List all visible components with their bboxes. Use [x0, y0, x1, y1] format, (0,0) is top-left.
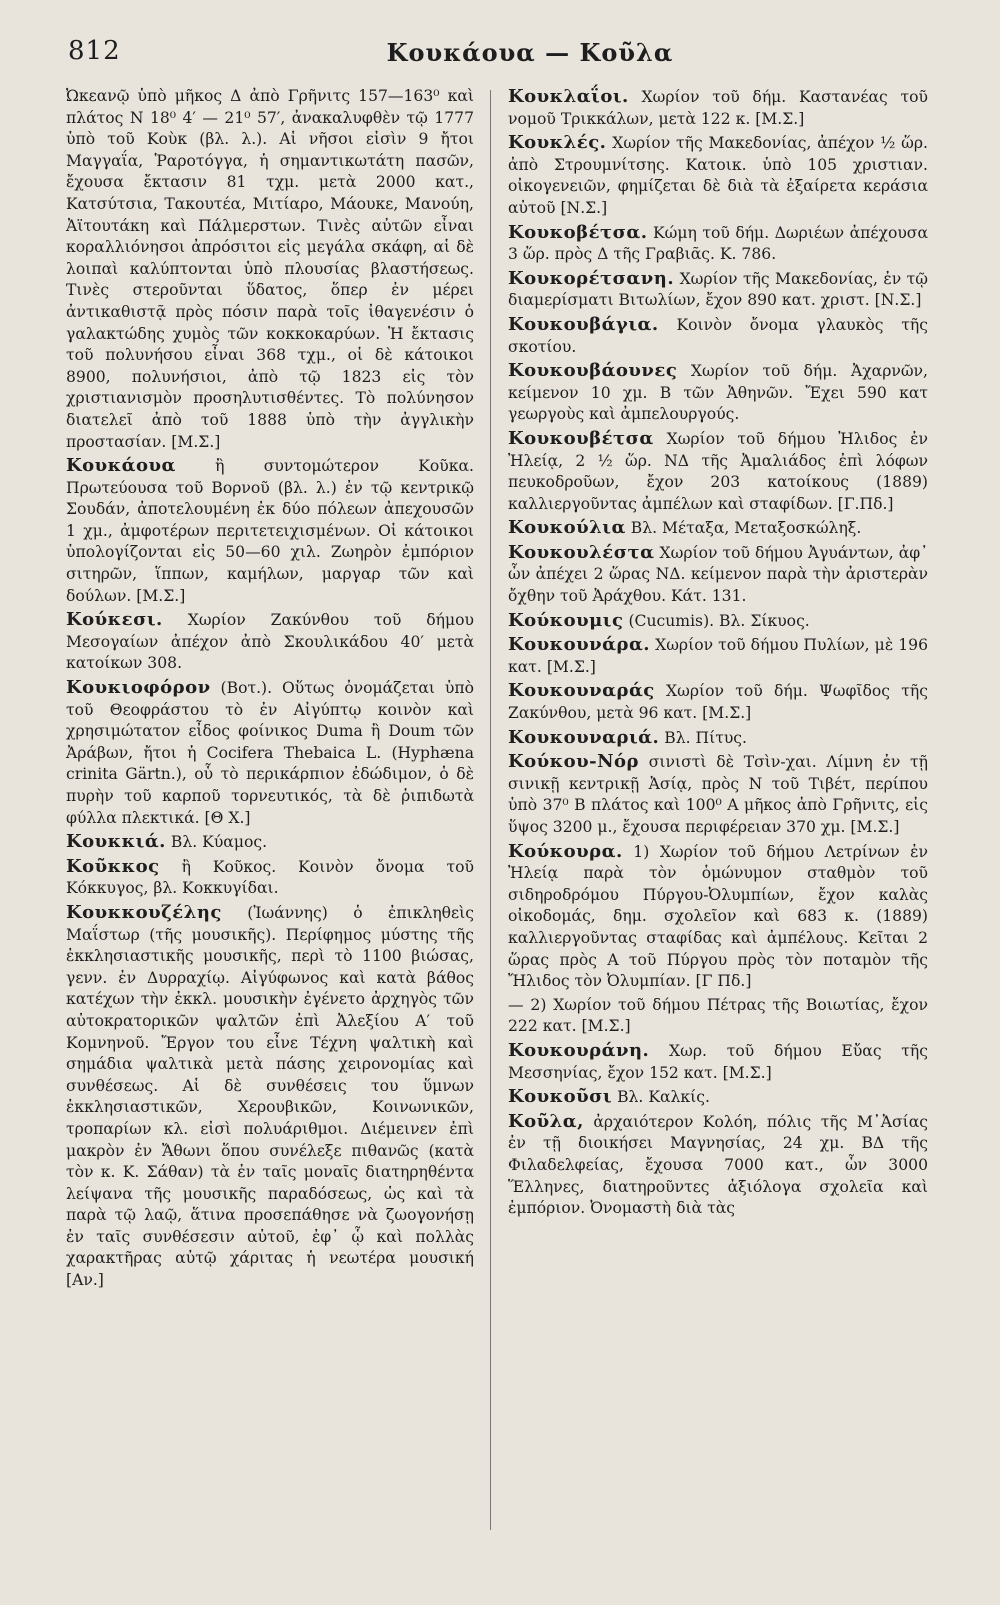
entry-text: Χωρίον τοῦ δήμ. Ψωφῖδος τῆς Ζακύνθου, μετὰ 96 κατ. [Μ.Σ.] — [508, 682, 928, 723]
entry-text: Χωρίον τοῦ δήμ. Ἀχαρνῶν, κείμενον 10 χμ. Β τῶν Ἀθηνῶν. Ἔχει 590 κατ γεωργοὺς καὶ ἀμπελουργούς. — [508, 362, 928, 424]
entry-text: Χωρίον τῆς Μακεδονίας, ἀπέχον ½ ὥρ. ἀπὸ Στρουμνίτσης. Κατοικ. ὑπὸ 105 χριστιαν. οἰκογενειῶν, φημίζεται δὲ διὰ τὰ ἐξαίρετα κεράσια αὐτοῦ [Ν.Σ.] — [508, 134, 928, 217]
entry-headword: Κουκορέτσανη. — [508, 267, 675, 289]
entry-text: — 2) Χωρίον τοῦ δήμου Πέτρας τῆς Βοιωτίας, ἔχον 222 κατ. [Μ.Σ.] — [508, 995, 928, 1036]
entry-headword: Κουκούλια — [508, 517, 626, 539]
right-column — [508, 86, 928, 1222]
entry-text: (Cucumis). Βλ. Σίκυος. — [628, 611, 810, 630]
page-header — [0, 28, 1000, 88]
entry-headword: Κούκου-Νόρ — [508, 751, 640, 773]
dictionary-entry — [508, 360, 928, 426]
entry-text: Χωρίον τῆς Μακεδονίας, ἐν τῷ διαμερίσματι Βιτωλίων, ἔχον 890 κατ. χριστ. [Ν.Σ.] — [508, 269, 928, 310]
left-column — [66, 86, 474, 1294]
page-number: 812 — [68, 36, 121, 66]
dictionary-entry — [66, 609, 474, 675]
entry-headword: Κουκουνάρα. — [508, 634, 651, 656]
entry-text: σινιστὶ δὲ Τσὶν-χαι. Λίμνη ἐν τῇ σινικῇ κεντρικῇ Ἀσίᾳ, πρὸς Ν τοῦ Τιβέτ, περίπου ὑπὸ 37⁰ Β πλάτος καὶ 100⁰ Α μῆκος ἀπὸ Γρῆνιτς, εἰς ὕψος 3200 μ., ἔχουσα περιφέρειαν 370 χμ. [Μ.Σ.] — [508, 753, 928, 836]
dictionary-entry — [508, 132, 928, 219]
entry-headword: Κουκουράνη. — [508, 1039, 650, 1061]
entry-text: Κώμη τοῦ δήμ. Δωριέων ἀπέχουσα 3 ὥρ. πρὸς Δ τῆς Γραβιᾶς. Κ. 786. — [508, 223, 928, 264]
entry-headword: Κοῦλα, — [508, 1110, 584, 1132]
column-divider — [490, 90, 491, 1530]
entry-text: ἢ συντομώτερον Κοῦκα. Πρωτεύουσα τοῦ Βορνοῦ (βλ. λ.) ἐν τῷ κεντρικῷ Σουδάν, ἀποτελουμένη ἐκ δύο πόλεων ἀπεχουσῶν 1 χμ., ἀμφοτέρων περιτετειχισμένων. Οἱ κάτοικοι ὑπολογίζονται εἰς 50—60 χιλ. Ζωηρὸν ἐμπόριον σιτηρῶν, ἵππων, καμήλων, μαργαρ τῶν καὶ δούλων. [Μ.Σ.] — [66, 457, 474, 605]
entry-headword: Κουκουναράς — [508, 680, 655, 702]
entry-text: Χωρίον τοῦ δήμου Πυλίων, μὲ 196 κατ. [Μ.Σ.] — [508, 636, 928, 676]
entry-text: Χωρ. τοῦ δήμου Εὔας τῆς Μεσσηνίας, ἔχον 152 κατ. [Μ.Σ.] — [508, 1041, 928, 1082]
entry-headword: Κούκουρα. — [508, 840, 623, 862]
entry-headword: Κουκλαΐοι. — [508, 86, 629, 107]
entry-text: ἢ Κοῦκος. Κοινὸν ὄνομα τοῦ Κόκκυγος, βλ. Κοκκυγίδαι. — [66, 857, 474, 898]
dictionary-entry — [66, 831, 474, 854]
entry-text: 1) Χωρίον τοῦ δήμου Λετρίνων ἐν Ἠλείᾳ παρὰ τὸν ὁμώνυμον σταθμὸν τοῦ σιδηροδρόμου Πύργου-Ὀλυμπίων, ἔχον καλὰς οἰκοδομάς, δημ. σχολεῖον καὶ 683 κ. (1889) καλλιεργοῦντας σταφίδας καὶ ἀμπέλους. Κεῖται 2 ὥρας πρὸς Α τοῦ Πύργου πρὸς τὸν ποταμὸν τῆς Ἤλιδος τὸν Ὀλυμπίαν. [Γ Πδ.] — [508, 842, 928, 991]
dictionary-entry — [508, 268, 928, 312]
dictionary-entry — [508, 995, 928, 1038]
entry-text: ἀρχαιότερον Κολόη, πόλις τῆς Μ᾿Ἀσίας ἐν τῇ διοικήσει Μαγνησίας, 24 χμ. ΒΔ τῆς Φιλαδελφείας, ἔχουσα 7000 κατ., ὧν 3000 Ἕλληνες, διατηροῦντες ἀξιόλογα σχολεῖα καὶ ἐμπόριον. Ὀνομαστὴ διὰ τὰς — [508, 1112, 928, 1218]
entry-headword: Κουκκιά. — [66, 831, 166, 853]
dictionary-entry — [508, 841, 928, 993]
entry-text: Βλ. Καλκίς. — [617, 1088, 710, 1107]
entry-headword: Κουκοβέτσα. — [508, 221, 648, 243]
entry-text: (Βοτ.). Οὕτως ὀνομάζεται ὑπὸ τοῦ Θεοφράστου τὸ ἐν Αἰγύπτῳ κοινὸν καὶ χρησιμώτατον εἶδος φοίνικος Duma ἢ Doum τῶν Ἀράβων, ἤτοι ἡ Cocifera Thebaica L. (Hyphæna crinita Gärtn.), οὗ τὸ περικάρπιον ἐδώδιμον, ὁ δὲ πυρὴν τοῦ καρποῦ τορνευτικός, τὰ δὲ ῥιπιδωτὰ φύλλα πλεκτικά. [Θ Χ.] — [66, 679, 474, 827]
entry-text: Χωρίον τοῦ δήμου Ἀγυάντων, ἀφ᾿ ὧν ἀπέχει 2 ὥρας ΝΔ. κείμενον παρὰ τὴν ἀριστερὰν ὄχθην τοῦ Ἀράχθου. Κάτ. 131. — [508, 543, 928, 606]
running-head: Κουκάουα — Κοῦλα — [386, 38, 674, 67]
dictionary-entry — [508, 751, 928, 838]
dictionary-entry — [508, 86, 928, 130]
dictionary-entry — [508, 1086, 928, 1109]
entry-text: Κοινὸν ὄνομα γλαυκὸς τῆς σκοτίου. — [508, 315, 928, 356]
entry-headword: Κουκουναριά. — [508, 726, 660, 748]
dictionary-entry — [508, 517, 928, 540]
entry-headword: Κουκουβάουνες — [508, 360, 678, 382]
entry-text: Χωρίον τοῦ δήμ. Καστανέας τοῦ νομοῦ Τρικκάλων, μετὰ 122 κ. [Μ.Σ.] — [508, 88, 928, 128]
entry-headword: Κοῦκκος — [66, 855, 160, 877]
dictionary-entry — [508, 1040, 928, 1084]
entry-headword: Κουκκουζέλης — [66, 901, 222, 923]
dictionary-entry — [508, 634, 928, 678]
dictionary-entry — [66, 677, 474, 829]
entry-headword: Κουκάουα — [66, 455, 176, 477]
dictionary-entry — [66, 902, 474, 1292]
dictionary-entry — [508, 542, 928, 608]
entry-headword: Κουκουβέτσα — [508, 427, 654, 449]
entry-headword: Κουκλές. — [508, 132, 607, 154]
entry-headword: Κούκουμις — [508, 609, 624, 631]
dictionary-entry — [508, 428, 928, 515]
entry-text: Βλ. Πίτυς. — [664, 728, 748, 747]
dictionary-entry — [508, 314, 928, 358]
entry-text: Χωρίον τοῦ δήμου Ἠλιδος ἐν Ἠλείᾳ, 2 ½ ὥρ. ΝΔ τῆς Ἀμαλιάδος ἐπὶ λόφων πευκοδροῦων, ἔχον 203 κατοίκους (1889) καλλιεργοῦντας ἀμπέλων καὶ σταφίδων. [Γ.Πδ.] — [508, 429, 928, 513]
dictionary-entry — [66, 86, 474, 453]
dictionary-entry — [66, 856, 474, 900]
dictionary-entry — [508, 680, 928, 724]
dictionary-entry — [508, 1111, 928, 1220]
entry-text: (Ἰωάννης) ὁ ἐπικληθεὶς Μαΐστωρ (τῆς μουσικῆς). Περίφημος μύστης τῆς ἐκκλησιαστικῆς μουσικῆς, περὶ τὸ 1100 βιώσας, γενν. ἐν Δυρραχίῳ. Αἰγύφωνος καὶ κατὰ βάθος κατέχων τὴν ἐκκλ. μουσικὴν ἐγένετο ἀρχηγὸς τῶν αὐτοκρατορικῶν ψαλτῶν ἐπὶ Ἀλεξίου Α′ τοῦ Κομνηνοῦ. Ἔργον του εἶνε Τέχνη ψαλτικὴ καὶ σημάδια ψαλτικὰ μετὰ πάσης χειρονομίας καὶ συνθέσεως. Αἱ δὲ συνθέσεις του ὕμνων ἐκκλησιαστικῶν, Χερουβικῶν, Κοινωνικῶν, τροπαρίων κλ. εἰσὶ πολυάριθμοι. Διέμεινεν ἐπὶ μακρὸν ἐν Ἄθωνι ὅπου συνέλεξε πιθανῶς (κατὰ τὸν κ. Κ. Σάθαν) τὰ ἐν ταῖς μοναῖς διατηρηθέντα λείψανα τῆς μουσικῆς παραδόσεως, ὡς καὶ τὰ παρὰ τῷ λαῷ, ἅτινα προσεπάθησε νὰ ζωογονήσῃ ἐν ταῖς συνθέσεσιν αὐτοῦ, ἐφ᾿ ᾧ καὶ πολλὰς χαρακτῆρας αὐτῷ χάριτας ἡ νεωτέρα μουσική [Αν.] — [66, 903, 474, 1290]
entry-text: Ὠκεανῷ ὑπὸ μῆκος Δ ἀπὸ Γρῆνιτς 157—163⁰ καὶ πλάτος Ν 18⁰ 4′ — 21⁰ 57′, ἀνακαλυφθὲν τῷ 1777 ὑπὸ τοῦ Κοὺκ (βλ. λ.). Αἱ νῆσοι εἰσὶν 9 ἤτοι Μαγγαΐα, Ῥαροτόγγα, ἡ σημαντικωτάτη πασῶν, ἔχουσα ἔκτασιν 81 τχμ. μετὰ 2000 κατ., Κατσύτσια, Τακουτέα, Μιτίαρο, Μάουκε, Μανούη, Ἀϊτουτάκη καὶ Πάλμερστων. Τινὲς αὐτῶν εἶναι κοραλλιόνησοι ἀπρόσιτοι εἰς μεγάλα σκάφη, αἱ δὲ λοιπαὶ καλύπτονται ὑπὸ πλουσίας βλαστήσεως. Τινὲς στεροῦνται ὕδατος, ὅπερ ἐν μέρει ἀντικαθιστᾷ πρὸς πόσιν παρὰ τοῖς ἰθαγενέσιν ὁ γαλακτώδης χυμὸς τῶν κοκκοκαρύων. Ἡ ἔκτασις τοῦ πολυνήσου εἶναι 368 τχμ., οἱ δὲ κάτοικοι 8900, πολυνήσιοι, ἀπὸ τῷ 1823 εἰς τὸν χριστιανισμὸν προσηλυτισθέντες. Τὸ πολύνησον διατελεῖ ἀπὸ τοῦ 1888 ὑπὸ τὴν ἀγγλικὴν προστασίαν. [Μ.Σ.] — [66, 87, 474, 451]
entry-text: Βλ. Κύαμος. — [170, 833, 268, 852]
entry-headword: Κουκοῦσι — [508, 1086, 613, 1108]
entry-headword: Κουκουβάγια. — [508, 313, 659, 335]
dictionary-entry — [508, 727, 928, 750]
dictionary-entry — [66, 455, 474, 607]
entry-text: Χωρίον Ζακύνθου τοῦ δήμου Μεσογαίων ἀπέχον ἀπὸ Σκουλικάδου 40′ μετὰ κατοίκων 308. — [66, 611, 474, 673]
entry-text: Βλ. Μέταξα, Μεταξοσκώληξ. — [630, 519, 862, 538]
entry-headword: Κουκουλέστα — [508, 541, 655, 563]
dictionary-entry — [508, 222, 928, 266]
dictionary-entry — [508, 610, 928, 633]
entry-headword: Κούκεσι. — [66, 609, 163, 631]
entry-headword: Κουκιοφόρον — [66, 677, 211, 699]
